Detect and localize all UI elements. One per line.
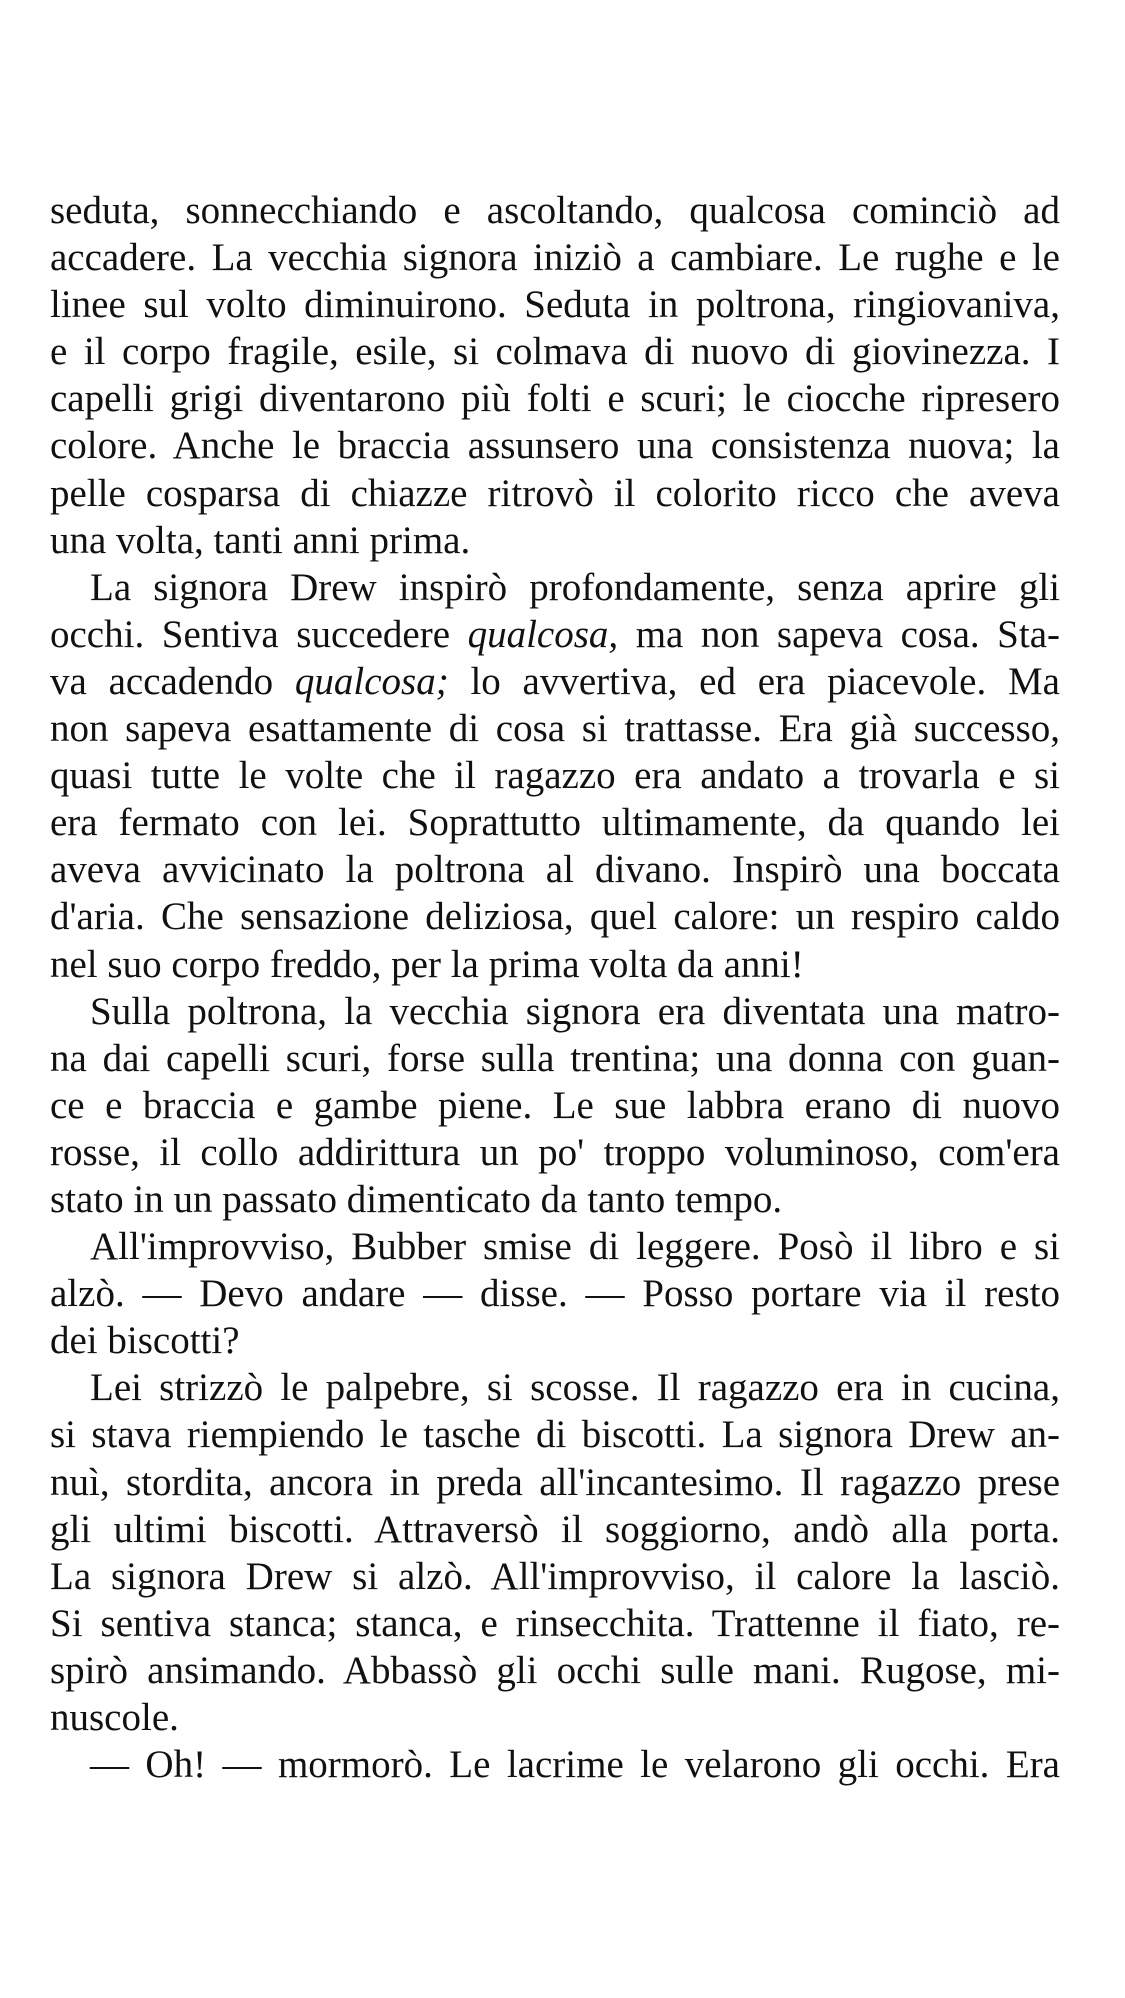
line-text: nuì, stordita, ancora in preda all'incantesimo. Il ragazzo prese — [50, 1460, 1060, 1504]
line-text: spirò ansimando. Abbassò gli occhi sulle mani. Rugose, mi- — [50, 1648, 1060, 1692]
text-line — [50, 422, 1060, 469]
line-text: ce e braccia e gambe piene. Le sue labbra erano di nuovo — [50, 1083, 1060, 1127]
line-text: e il corpo fragile, esile, si colmava di nuovo di giovinezza. I — [50, 330, 1060, 374]
text-line — [50, 375, 1060, 422]
italic-text: qualcosa, — [467, 612, 619, 656]
line-text: capelli grigi diventarono più folti e scuri; le ciocche ripresero — [50, 377, 1060, 421]
line-text: aveva avvicinato la poltrona al divano. Inspirò una boccata — [50, 848, 1060, 892]
text-line — [50, 846, 1060, 893]
text-line — [50, 564, 1060, 611]
line-text: Si sentiva stanca; stanca, e rinsecchita. Trattenne il fiato, re- — [50, 1601, 1060, 1645]
text-line — [50, 1364, 1060, 1411]
line-text: accadere. La vecchia signora iniziò a cambiare. Le rughe e le — [50, 236, 1060, 280]
line-text: d'aria. Che sensazione deliziosa, quel calore: un respiro caldo — [50, 895, 1060, 939]
body-text — [50, 187, 1060, 1788]
line-text: Sulla poltrona, la vecchia signora era diventata una matro- — [90, 989, 1060, 1033]
text-line — [50, 1223, 1060, 1270]
text-line — [50, 328, 1060, 375]
text-line — [50, 1694, 1060, 1741]
line-text: La signora Drew si alzò. All'improvviso, il calore la lasciò. — [50, 1554, 1060, 1598]
line-text: pelle cosparsa di chiazze ritrovò il colorito ricco che aveva — [50, 471, 1060, 515]
text-line — [50, 234, 1060, 281]
text-line — [50, 1082, 1060, 1129]
text-line — [50, 1553, 1060, 1600]
line-text: non sapeva esattamente di cosa si trattasse. Era già successo, — [50, 707, 1060, 751]
line-text: La signora Drew inspirò profondamente, senza aprire gli — [90, 565, 1060, 609]
text-line — [50, 1129, 1060, 1176]
line-text: ma non sapeva cosa. Sta- — [618, 612, 1061, 656]
line-text: va accadendo — [50, 659, 295, 703]
text-line — [50, 1270, 1060, 1317]
line-text: alzò. — Devo andare — disse. — Posso portare via il resto — [50, 1272, 1060, 1316]
line-text: linee sul volto diminuirono. Seduta in poltrona, ringiovaniva, — [50, 283, 1060, 327]
text-line — [50, 1317, 1060, 1364]
text-line — [50, 517, 1060, 564]
text-line — [50, 1647, 1060, 1694]
line-text: dei biscotti? — [50, 1319, 240, 1363]
line-text: rosse, il collo addirittura un po' troppo voluminoso, com'era — [50, 1130, 1060, 1174]
text-line — [50, 187, 1060, 234]
line-text: era fermato con lei. Soprattutto ultimamente, da quando lei — [50, 801, 1060, 845]
text-line — [50, 1411, 1060, 1458]
line-text: si stava riempiendo le tasche di biscotti. La signora Drew an- — [50, 1413, 1060, 1457]
line-text: una volta, tanti anni prima. — [50, 518, 471, 562]
line-text: gli ultimi biscotti. Attraversò il soggiorno, andò alla porta. — [50, 1507, 1060, 1551]
line-text: — Oh! — mormorò. Le lacrime le velarono gli occhi. Era — [90, 1743, 1060, 1787]
text-line — [50, 1741, 1060, 1788]
text-line — [50, 281, 1060, 328]
line-text: nel suo corpo freddo, per la prima volta da anni! — [50, 942, 804, 986]
text-line — [50, 1506, 1060, 1553]
text-line — [50, 611, 1060, 658]
text-line — [50, 988, 1060, 1035]
line-text: lo avvertiva, ed era piacevole. Ma — [448, 659, 1060, 703]
text-line — [50, 705, 1060, 752]
text-line — [50, 658, 1060, 705]
text-line — [50, 752, 1060, 799]
text-line — [50, 1600, 1060, 1647]
line-text: nuscole. — [50, 1696, 179, 1739]
line-text: colore. Anche le braccia assunsero una consistenza nuova; la — [50, 424, 1060, 468]
line-text: All'improvviso, Bubber smise di leggere. Posò il libro e si — [90, 1225, 1060, 1269]
text-line — [50, 1459, 1060, 1506]
text-line — [50, 1035, 1060, 1082]
line-text: seduta, sonnecchiando e ascoltando, qualcosa cominciò ad — [50, 189, 1060, 232]
text-line — [50, 1176, 1060, 1223]
line-text: quasi tutte le volte che il ragazzo era andato a trovarla e si — [50, 754, 1060, 798]
line-text: na dai capelli scuri, forse sulla trentina; una donna con guan- — [50, 1036, 1060, 1080]
text-line — [50, 941, 1060, 988]
line-text: Lei strizzò le palpebre, si scosse. Il ragazzo era in cucina, — [90, 1366, 1060, 1410]
italic-text: qualcosa; — [294, 659, 449, 703]
line-text: stato in un passato dimenticato da tanto tempo. — [50, 1177, 783, 1221]
text-line — [50, 799, 1060, 846]
line-text: occhi. Sentiva succedere — [50, 612, 468, 656]
text-line — [50, 470, 1060, 517]
text-line — [50, 893, 1060, 940]
